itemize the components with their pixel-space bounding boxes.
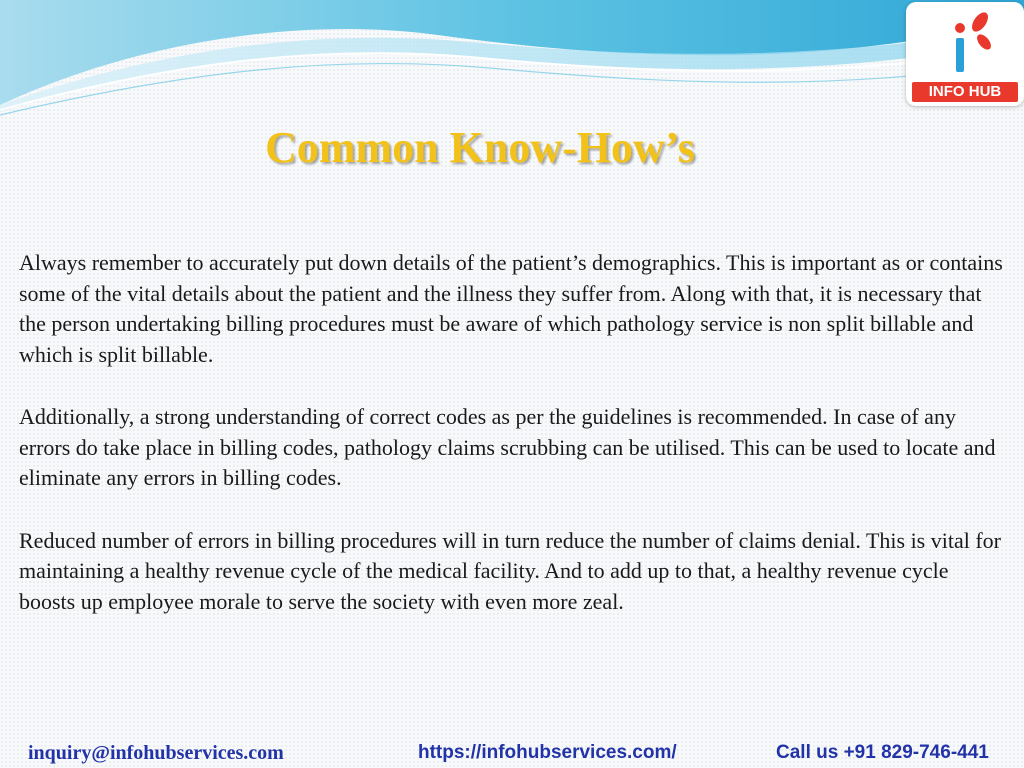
- paragraph-claims-denial: Reduced number of errors in billing procedures will in turn reduce the number of claims denial. This is vital for maintaining a healthy revenue cycle of the medical facility. And to add up to that, a healthy revenue cycle boosts up employee morale to serve the society with even more zeal.: [19, 527, 1001, 614]
- page-title: Common Know-How’s: [265, 123, 695, 172]
- paragraph-codes: Additionally, a strong understanding of correct codes as per the guidelines is recommended. In case of any errors do take place in billing codes, pathology claims scrubbing can be utilised. This can be used to locate and eliminate any errors in billing codes.: [19, 404, 996, 490]
- info-hub-logo-icon: [946, 8, 996, 74]
- paragraph-demographics: Always remember to accurately put down details of the patient’s demographics. This is important as or contains some of the vital details about the patient and the illness they suffer from. Along with that, it is necessary that the person undertaking billing procedures must be aware of which pathology service is non split billable and which is split billable.: [19, 250, 1003, 367]
- footer: [0, 740, 1024, 768]
- footer-email-link[interactable]: inquiry@infohubservices.com: [28, 742, 284, 764]
- footer-website-link[interactable]: https://infohubservices.com/: [418, 742, 677, 763]
- header-wave-decoration: [0, 0, 1024, 120]
- body-content: [19, 248, 1004, 649]
- info-hub-logo: [906, 2, 1024, 106]
- footer-phone: Call us +91 829-746-441: [776, 742, 989, 763]
- logo-brand-text: INFO HUB: [912, 82, 1018, 102]
